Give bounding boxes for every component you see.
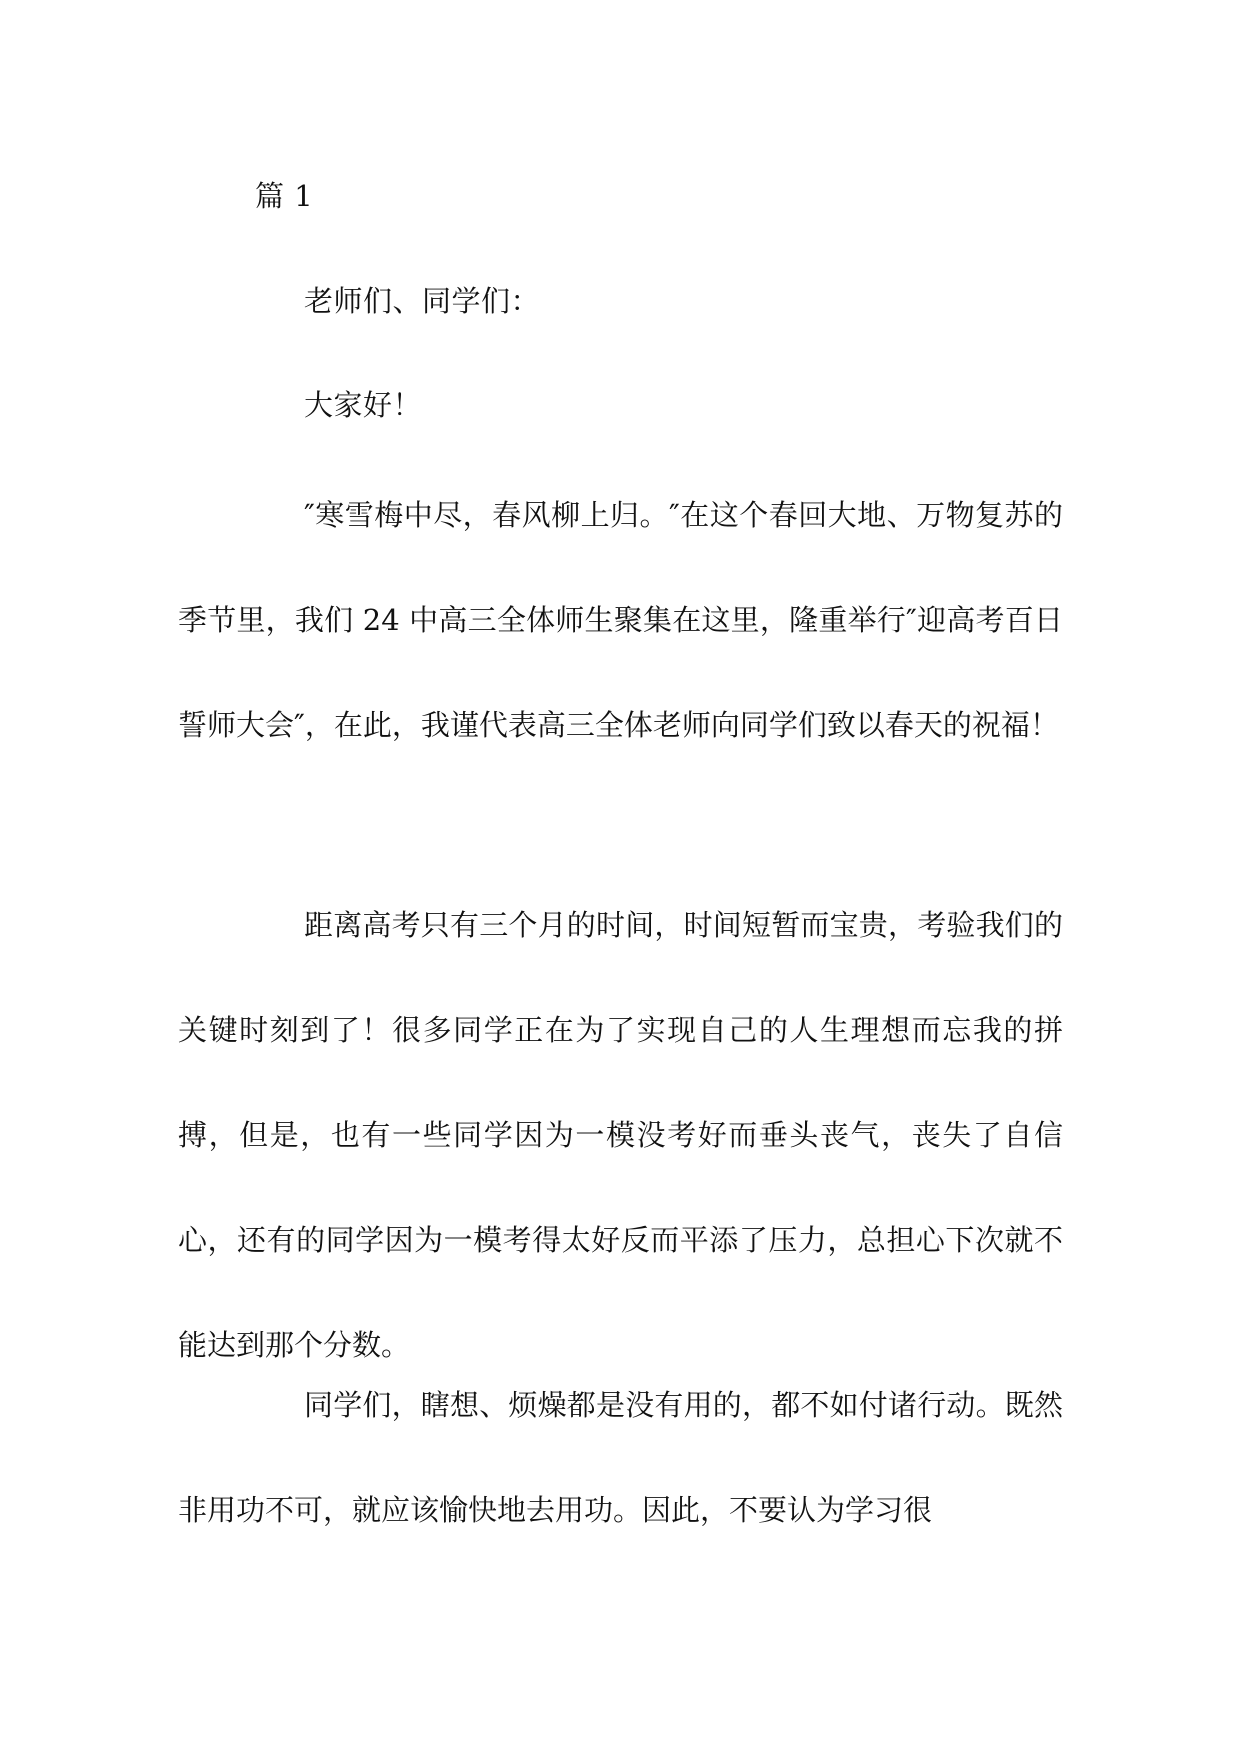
salutation: 老师们、同学们： [304,284,541,318]
greeting: 大家好！ [304,388,423,422]
paragraph-3: 同学们，瞎想、烦燥都是没有用的，都不如付诸行动。既然非用功不可，就应该愉快地去用功。因此，不要认为学习很 [178,1388,1063,1527]
paragraph-1: ″寒雪梅中尽，春风柳上归。″在这个春回大地、万物复苏的季节里，我们 24 中高三全体师生聚集在这里，隆重举行″迎高考百日誓师大会″，在此，我谨代表高三全体老师向同学们致以春天的祝福！ [178,498,1063,742]
paragraph-2: 距离高考只有三个月的时间，时间短暂而宝贵，考验我们的关键时刻到了！很多同学正在为了实现自己的人生理想而忘我的拼搏，但是，也有一些同学因为一模没考好而垂头丧气，丧失了自信心，还有的同学因为一模考得太好反而平添了压力，总担心下次就不能达到那个分数。 [178,908,1063,1362]
section-heading: 篇 1 [255,179,314,213]
